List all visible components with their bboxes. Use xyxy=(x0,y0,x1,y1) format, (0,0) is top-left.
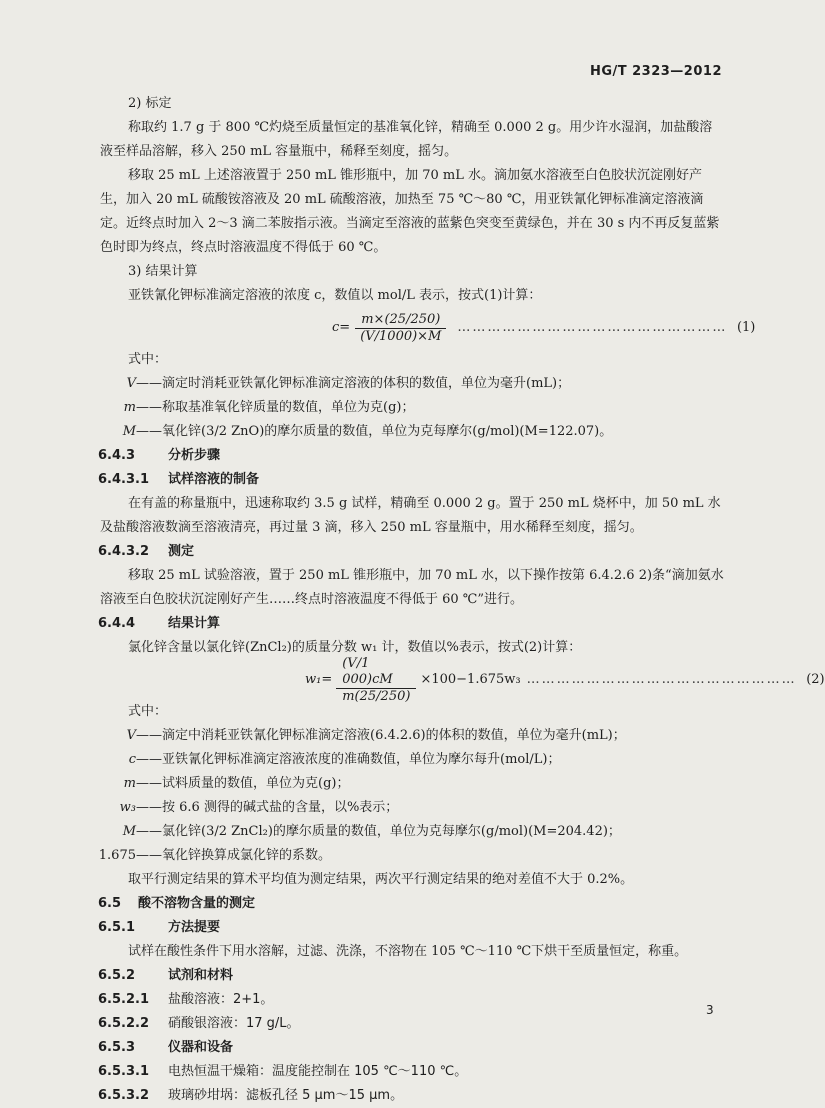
section-number: 6.5 xyxy=(98,896,122,911)
section-number: 6.4.3.2 xyxy=(98,544,149,559)
formula-fraction xyxy=(336,656,416,705)
definition-text: ——滴定中消耗亚铁氰化钾标准滴定溶液(6.4.2.6)的体积的数值，单位为毫升(mL)； xyxy=(136,728,626,743)
equation-number: (2) xyxy=(806,672,825,687)
symbol-definition xyxy=(100,396,725,420)
page-number: 3 xyxy=(706,1003,714,1017)
symbol-definition xyxy=(100,372,725,396)
section-number: 6.4.3 xyxy=(98,448,136,463)
section-title: 电热恒温干燥箱：温度能控制在 105 ℃～110 ℃。 xyxy=(168,1064,468,1079)
section-title: 盐酸溶液：2+1。 xyxy=(168,992,274,1007)
step-label: 2) 标定 xyxy=(128,96,172,111)
symbol-definition xyxy=(100,820,725,844)
section-title: 试剂和材料 xyxy=(168,968,234,983)
section-number: 6.5.3.1 xyxy=(98,1064,149,1079)
definition-text: ——氯化锌(3/2 ZnCl₂)的摩尔质量的数值，单位为克每摩尔(g/mol)(M=204.42)； xyxy=(136,824,621,839)
section-title: 分析步骤 xyxy=(168,448,221,463)
formula-2 xyxy=(100,655,825,704)
section-number: 6.4.4 xyxy=(98,616,136,631)
formula-denominator: m(25/250) xyxy=(342,688,411,704)
section-heading xyxy=(98,892,725,916)
paragraph: 移取 25 mL 上述溶液置于 250 mL 锥形瓶中，加 70 mL 水。滴加氨水溶液至白色胶状沉淀刚好产生，加入 20 mL 硫酸铵溶液及 20 mL 硫酸溶液，加热至 75 ℃～80 ℃，用亚铁氰化钾标准滴定溶液滴定。近终点时加入 2～3 滴二苯胺指示液。当滴定至溶液的蓝紫色突变至黄绿色，并在 30 s 内不再反复蓝紫色时即为终点，终点时溶液温度不得低于 60 ℃。 xyxy=(100,168,720,255)
symbol-definition xyxy=(100,772,725,796)
formula-numerator: m×(25/250) xyxy=(355,312,446,329)
symbol-definition xyxy=(100,724,725,748)
symbol: M xyxy=(122,824,136,839)
section-title: 酸不溶物含量的测定 xyxy=(138,896,256,911)
section-number: 6.5.1 xyxy=(98,920,136,935)
definition-text: ——称取基准氧化锌质量的数值，单位为克(g)； xyxy=(136,400,415,415)
section-heading xyxy=(98,1012,725,1036)
formula-denominator: (V/1000)×M xyxy=(360,328,442,344)
section-heading xyxy=(98,1036,725,1060)
definition-text: ——亚铁氰化钾标准滴定溶液浓度的准确数值，单位为摩尔每升(mol/L)； xyxy=(136,752,561,767)
section-title: 硝酸银溶液：17 g/L。 xyxy=(168,1016,300,1031)
section-title: 玻璃砂坩埚：滤板孔径 5 μm～15 μm。 xyxy=(168,1088,404,1103)
equation-number: (1) xyxy=(736,320,756,335)
symbol: M xyxy=(122,424,136,439)
section-heading xyxy=(98,468,725,492)
symbol-definition xyxy=(100,748,725,772)
section-number: 6.5.3.2 xyxy=(98,1088,149,1103)
where-label: 式中： xyxy=(128,352,168,367)
symbol: m xyxy=(123,776,136,791)
step-label: 3) 结果计算 xyxy=(128,264,198,279)
paragraph: 试样在酸性条件下用水溶解，过滤、洗涤，不溶物在 105 ℃～110 ℃下烘干至质量恒定，称重。 xyxy=(128,944,688,959)
section-heading xyxy=(98,988,725,1012)
leader-dots: ……………………………………………… xyxy=(457,320,728,335)
section-number: 6.5.2 xyxy=(98,968,136,983)
definition-text: ——氧化锌(3/2 ZnO)的摩尔质量的数值，单位为克每摩尔(g/mol)(M=122.07)。 xyxy=(136,424,613,439)
section-heading xyxy=(98,612,725,636)
section-heading xyxy=(98,1060,725,1084)
section-heading xyxy=(98,1084,725,1108)
symbol-definition xyxy=(86,844,725,868)
section-number: 6.5.3 xyxy=(98,1040,136,1055)
section-title: 结果计算 xyxy=(168,616,221,631)
symbol: w₃ xyxy=(119,800,136,815)
section-heading xyxy=(98,916,725,940)
definition-text: ——氧化锌换算成氯化锌的系数。 xyxy=(136,848,332,863)
section-number: 6.5.2.2 xyxy=(98,1016,149,1031)
symbol-definition xyxy=(100,796,725,820)
section-number: 6.5.2.1 xyxy=(98,992,149,1007)
leader-dots: ……………………………………………… xyxy=(526,672,797,687)
definition-text: ——按 6.6 测得的碱式盐的含量，以%表示； xyxy=(136,800,399,815)
formula-1 xyxy=(100,308,756,348)
section-heading xyxy=(98,964,725,988)
formula-fraction xyxy=(354,312,447,345)
symbol: 1.675 xyxy=(98,848,136,863)
definition-text: ——滴定时消耗亚铁氰化钾标准滴定溶液的体积的数值，单位为毫升(mL)； xyxy=(136,376,571,391)
where-label: 式中： xyxy=(128,704,168,719)
paragraph: 移取 25 mL 试验溶液，置于 250 mL 锥形瓶中，加 70 mL 水，以下操作按第 6.4.2.6 2)条“滴加氨水溶液至白色胶状沉淀刚好产生……终点时溶液温度不得低于 60 ℃”进行。 xyxy=(100,568,724,607)
symbol: m xyxy=(123,400,136,415)
formula-lhs: w₁= xyxy=(305,672,333,687)
formula-numerator: (V/1 000)cM xyxy=(336,656,416,689)
symbol: V xyxy=(126,728,136,743)
section-heading xyxy=(98,540,725,564)
section-title: 测定 xyxy=(168,544,195,559)
paragraph: 亚铁氰化钾标准滴定溶液的浓度 c，数值以 mol/L 表示，按式(1)计算： xyxy=(128,288,542,303)
paragraph: 氯化锌含量以氯化锌(ZnCl₂)的质量分数 w₁ 计，数值以%表示，按式(2)计算： xyxy=(128,640,582,655)
symbol: c xyxy=(128,752,136,767)
section-title: 仪器和设备 xyxy=(168,1040,234,1055)
paragraph: 在有盖的称量瓶中，迅速称取约 3.5 g 试样，精确至 0.000 2 g。置于 250 mL 烧杯中，加 50 mL 水及盐酸溶液数滴至溶液清亮，再过量 3 滴，移入 250 mL 容量瓶中，用水稀释至刻度，摇匀。 xyxy=(100,496,721,535)
section-number: 6.4.3.1 xyxy=(98,472,149,487)
formula-rhs: ×100−1.675w₃ xyxy=(420,672,521,687)
formula-lhs: c= xyxy=(332,320,351,335)
symbol-definition xyxy=(100,420,725,444)
symbol: V xyxy=(126,376,136,391)
page-content xyxy=(98,92,825,1108)
section-heading xyxy=(98,444,725,468)
definition-text: ——试料质量的数值，单位为克(g)； xyxy=(136,776,350,791)
section-title: 方法提要 xyxy=(168,920,221,935)
paragraph: 称取约 1.7 g 于 800 ℃灼烧至质量恒定的基准氧化锌，精确至 0.000 2 g。用少许水湿润，加盐酸溶液至样品溶解，移入 250 mL 容量瓶中，稀释至刻度，摇匀。 xyxy=(100,120,713,159)
paragraph: 取平行测定结果的算术平均值为测定结果，两次平行测定结果的绝对差值不大于 0.2%。 xyxy=(128,872,634,887)
standard-code: HG/T 2323—2012 xyxy=(589,64,722,79)
section-title: 试样溶液的制备 xyxy=(168,472,260,487)
